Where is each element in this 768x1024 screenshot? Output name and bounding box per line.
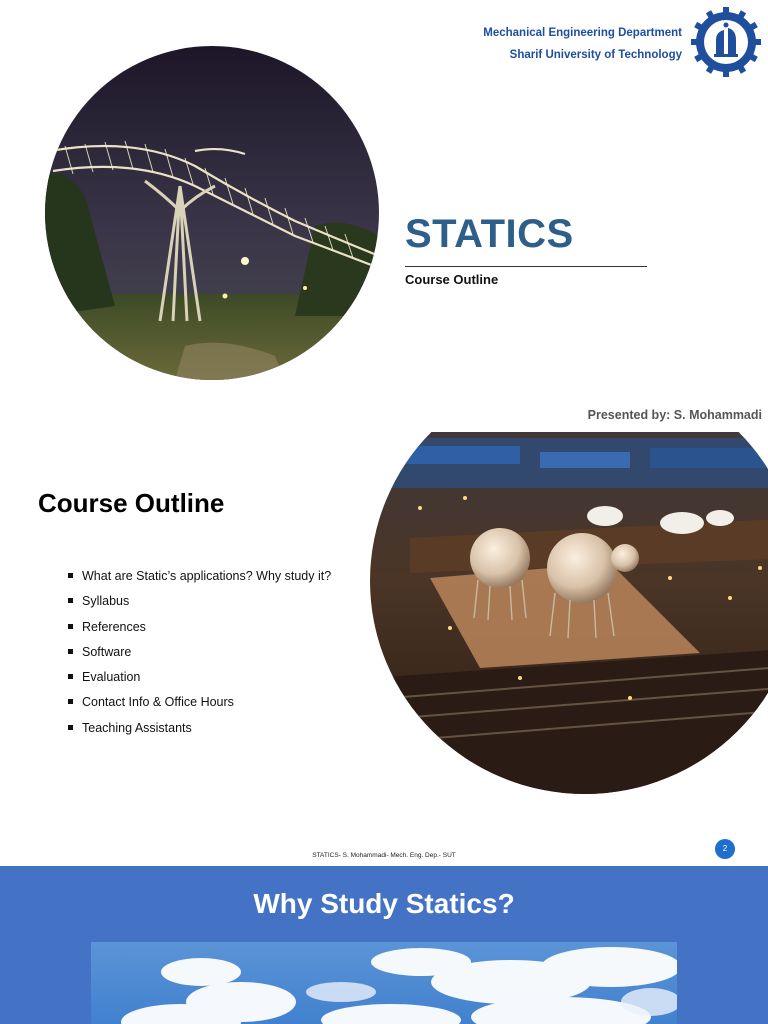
list-item-text: Contact Info & Office Hours bbox=[82, 695, 234, 710]
slide-title: STATICS bbox=[405, 212, 574, 256]
list-item bbox=[66, 692, 331, 717]
outline-list bbox=[66, 566, 331, 743]
bullet-square-icon bbox=[68, 624, 73, 629]
title-slide bbox=[0, 0, 768, 432]
bullet-square-icon bbox=[68, 699, 73, 704]
outline-heading: Course Outline bbox=[38, 488, 225, 518]
list-item-text: References bbox=[82, 619, 146, 634]
bullet-square-icon bbox=[68, 649, 73, 654]
slide-footer: STATICS- S. Mohammadi- Mech. Eng. Dep.- SUT bbox=[312, 852, 456, 859]
university-name: Sharif University of Technology bbox=[509, 49, 682, 61]
title-divider bbox=[405, 266, 647, 267]
bullet-square-icon bbox=[68, 725, 73, 730]
department-name: Mechanical Engineering Department bbox=[483, 27, 682, 39]
slide-subtitle: Course Outline bbox=[405, 272, 499, 287]
bullet-square-icon bbox=[68, 573, 73, 578]
list-item-text: What are Static’s applications? Why study it? bbox=[82, 569, 332, 583]
department-header bbox=[483, 22, 682, 66]
list-item bbox=[66, 566, 331, 591]
why-study-slide bbox=[0, 866, 768, 1024]
refinery-photo bbox=[370, 432, 768, 794]
list-item bbox=[66, 617, 331, 642]
list-item-text: Evaluation bbox=[82, 670, 141, 685]
bridge-photo bbox=[45, 46, 379, 380]
why-heading: Why Study Statics? bbox=[253, 888, 515, 919]
list-item bbox=[66, 642, 331, 667]
presenter-credit: Presented by: S. Mohammadi bbox=[587, 408, 762, 422]
outline-slide bbox=[0, 432, 768, 866]
list-item bbox=[66, 591, 331, 616]
bullet-square-icon bbox=[68, 598, 73, 603]
list-item-text: Teaching Assistants bbox=[82, 720, 192, 735]
list-item bbox=[66, 667, 331, 692]
list-item bbox=[66, 718, 331, 743]
bullet-square-icon bbox=[68, 674, 73, 679]
list-item-text: Software bbox=[82, 644, 132, 659]
page-number-badge: 2 bbox=[715, 839, 735, 859]
sky-photo bbox=[91, 942, 677, 1024]
university-logo-icon bbox=[690, 6, 762, 78]
list-item-text: Syllabus bbox=[82, 594, 130, 609]
